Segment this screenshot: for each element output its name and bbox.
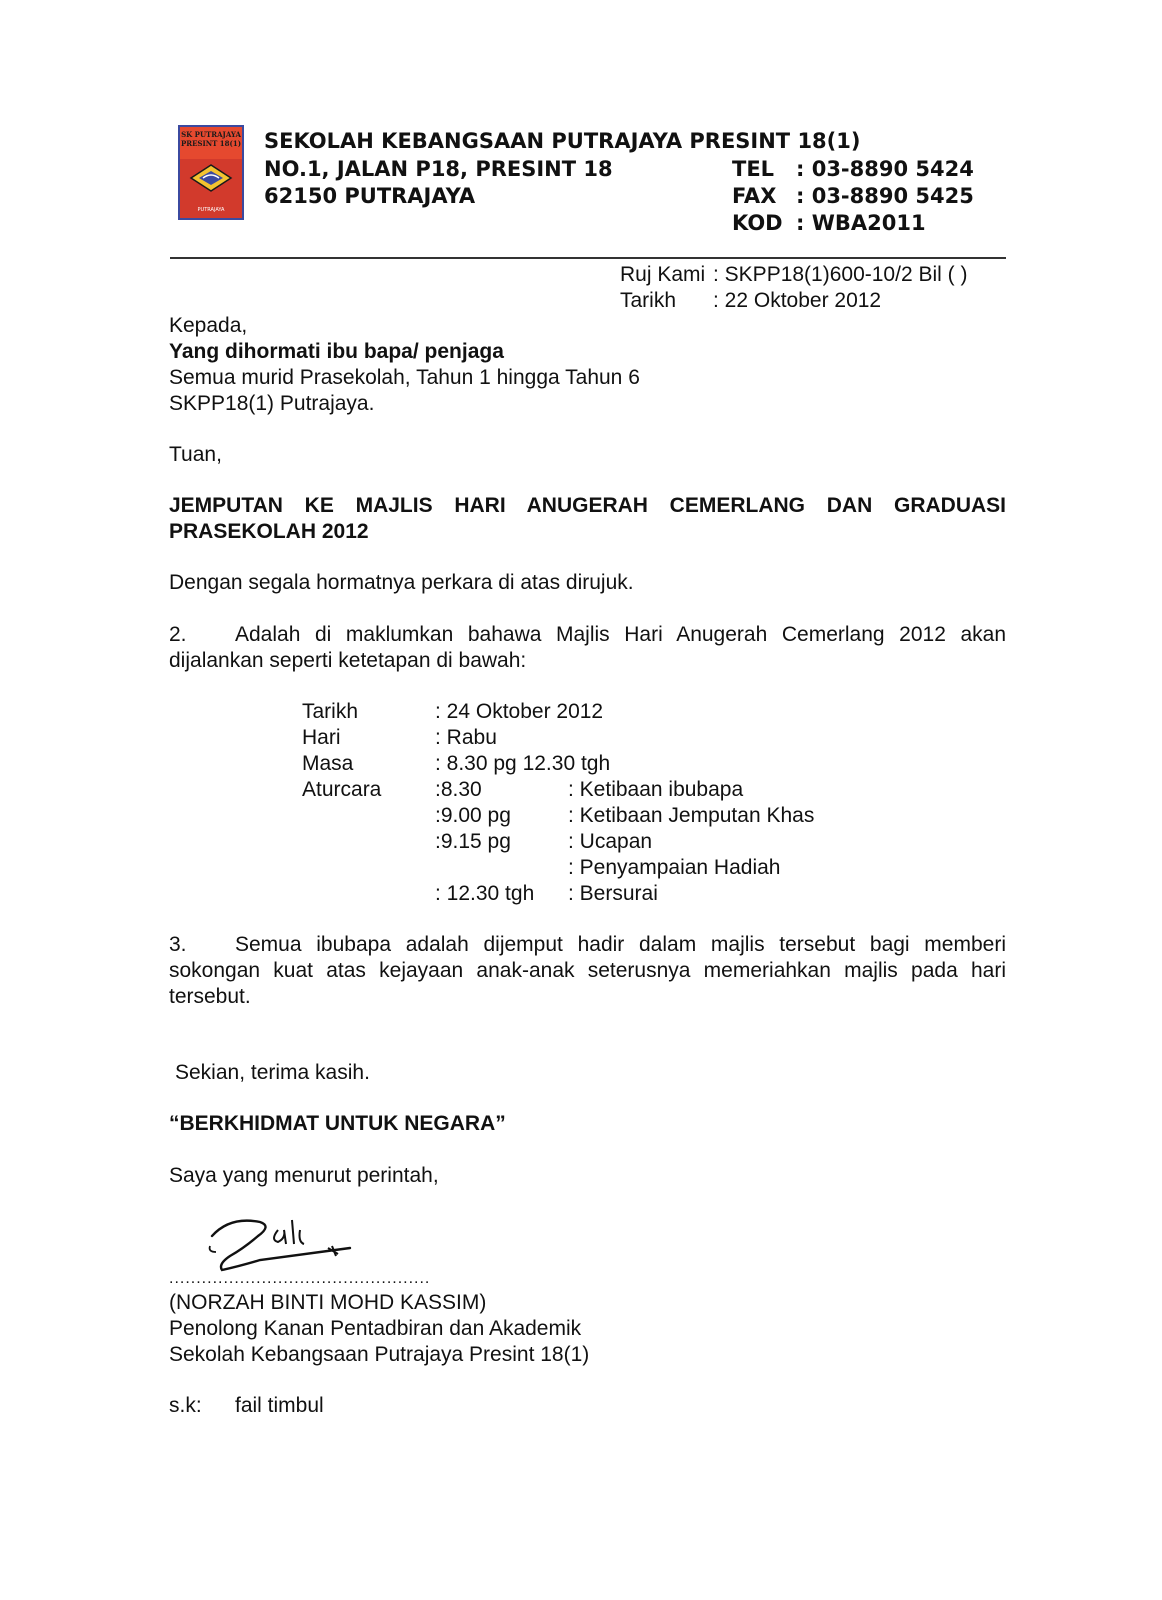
para3-line-1: Semua ibubapa adalah dijemput hadir dalam majlis tersebut bagi memberi bbox=[235, 933, 1006, 956]
schedule-day-label: Hari bbox=[302, 726, 341, 749]
fax-value: : 03-8890 5425 bbox=[796, 184, 974, 208]
kod-value: : WBA2011 bbox=[796, 211, 926, 235]
para2-line-1: Adalah di maklumkan bahawa Majlis Hari Anugerah Cemerlang 2012 akan bbox=[235, 623, 1006, 646]
salutation: Tuan, bbox=[169, 443, 222, 466]
cc-value: fail timbul bbox=[235, 1394, 324, 1417]
motto: “BERKHIDMAT UNTUK NEGARA” bbox=[169, 1112, 506, 1135]
program-time: : 12.30 tgh bbox=[435, 882, 535, 905]
signatory-position: Penolong Kanan Pentadbiran dan Akademik bbox=[169, 1317, 582, 1340]
para2-number: 2. bbox=[169, 623, 187, 646]
title-line-2: PRASEKOLAH 2012 bbox=[169, 520, 369, 543]
schedule-time-value: : 8.30 pg 12.30 tgh bbox=[435, 752, 611, 775]
fax-label: FAX bbox=[732, 184, 777, 208]
kod-label: KOD bbox=[732, 211, 783, 235]
program-time: :8.30 bbox=[435, 778, 482, 801]
closing: Sekian, terima kasih. bbox=[175, 1061, 370, 1084]
recipient-line-2: Semua murid Prasekolah, Tahun 1 hingga Tahun 6 bbox=[169, 366, 640, 389]
school-name: SEKOLAH KEBANGSAAN PUTRAJAYA PRESINT 18(1) bbox=[264, 129, 861, 153]
address-line-1: NO.1, JALAN P18, PRESINT 18 bbox=[264, 157, 613, 181]
schedule-date-label: Tarikh bbox=[302, 700, 359, 723]
para3-line-3: tersebut. bbox=[169, 985, 251, 1008]
recipient-line-3: SKPP18(1) Putrajaya. bbox=[169, 392, 375, 415]
schedule-program-label: Aturcara bbox=[302, 778, 382, 801]
header-divider bbox=[170, 257, 1006, 259]
ref-date-label: Tarikh bbox=[620, 289, 677, 312]
logo-top-text: SK PUTRAJAYA PRESINT 18(1) bbox=[180, 127, 242, 159]
program-time: :9.15 pg bbox=[435, 830, 511, 853]
signatory-name: (NORZAH BINTI MOHD KASSIM) bbox=[169, 1291, 487, 1314]
title-line-1: JEMPUTAN KE MAJLIS HARI ANUGERAH CEMERLANG DAN GRADUASI bbox=[169, 494, 1006, 517]
signatory-school: Sekolah Kebangsaan Putrajaya Presint 18(1) bbox=[169, 1343, 590, 1366]
ruj-value: : SKPP18(1)600-10/2 Bil ( ) bbox=[713, 263, 968, 286]
logo-bottom-text: PUTRAJAYA bbox=[197, 207, 225, 213]
address-line-2: 62150 PUTRAJAYA bbox=[264, 184, 476, 208]
recipient-line-1: Yang dihormati ibu bapa/ penjaga bbox=[169, 340, 504, 363]
program-event: : Bersurai bbox=[568, 882, 658, 905]
program-event: : Penyampaian Hadiah bbox=[568, 856, 781, 879]
ruj-label: Ruj Kami bbox=[620, 263, 706, 286]
signoff: Saya yang menurut perintah, bbox=[169, 1164, 439, 1187]
tel-label: TEL bbox=[732, 157, 775, 181]
cc-label: s.k: bbox=[169, 1394, 202, 1417]
program-event: : Ketibaan ibubapa bbox=[568, 778, 744, 801]
tel-value: : 03-8890 5424 bbox=[796, 157, 974, 181]
para3-line-2: sokongan kuat atas kejayaan anak-anak seterusnya memeriahkan majlis pada hari bbox=[169, 959, 1006, 982]
schedule-date-value: : 24 Oktober 2012 bbox=[435, 700, 604, 723]
para3-number: 3. bbox=[169, 933, 187, 956]
program-event: : Ketibaan Jemputan Khas bbox=[568, 804, 815, 827]
para2-line-2: dijalankan seperti ketetapan di bawah: bbox=[169, 649, 527, 672]
schedule-day-value: : Rabu bbox=[435, 726, 497, 749]
logo-emblem-icon bbox=[189, 163, 233, 193]
school-logo bbox=[178, 125, 244, 220]
kepada: Kepada, bbox=[169, 314, 248, 337]
ref-date-value: : 22 Oktober 2012 bbox=[713, 289, 882, 312]
program-time: :9.00 pg bbox=[435, 804, 511, 827]
program-event: : Ucapan bbox=[568, 830, 653, 853]
signature-line: ................................................ bbox=[169, 1270, 431, 1287]
schedule-time-label: Masa bbox=[302, 752, 354, 775]
paragraph-1: Dengan segala hormatnya perkara di atas dirujuk. bbox=[169, 571, 634, 594]
